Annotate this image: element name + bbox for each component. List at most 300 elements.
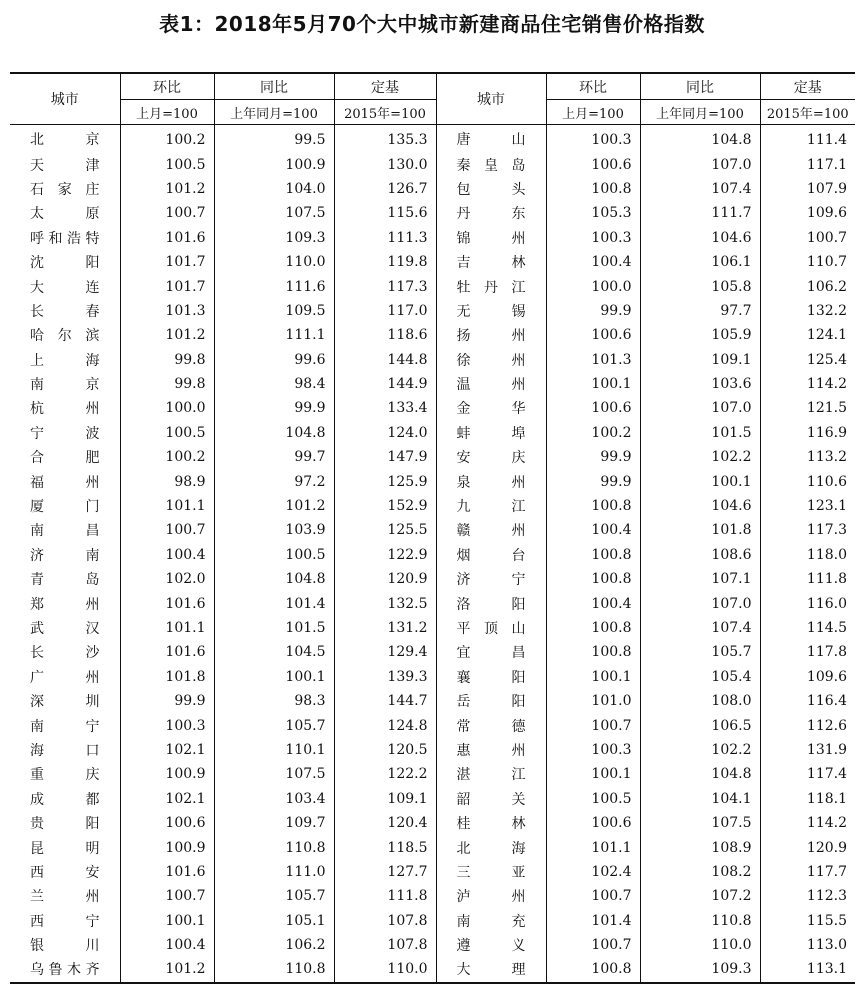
yoy-value-right: 104.1 [640,787,760,811]
city-name-right: 三亚 [436,860,546,884]
table-row [10,323,855,347]
base-value-right: 117.8 [760,640,855,664]
yoy-value-left: 99.9 [214,396,334,420]
mom-value-left: 102.1 [120,787,214,811]
mom-value-right: 100.6 [546,152,640,176]
yoy-value-right: 108.2 [640,860,760,884]
mom-value-left: 100.9 [120,835,214,859]
city-name-right: 丹东 [436,201,546,225]
city-name-left: 北京 [30,131,100,148]
yoy-value-right: 107.4 [640,177,760,201]
city-name-right: 秦皇岛 [436,152,546,176]
city-name-left: 贵阳 [30,816,100,833]
city-name-right: 平顶山 [436,616,546,640]
mom-value-left: 101.2 [120,957,214,982]
mom-value-right: 100.1 [546,665,640,689]
base-value-right: 115.5 [760,909,855,933]
yoy-value-right: 111.7 [640,201,760,225]
table-row [10,372,855,396]
base-value-left: 111.3 [334,226,436,250]
mom-value-right: 99.9 [546,469,640,493]
page-title: 表1：2018年5月70个大中城市新建商品住宅销售价格指数 [159,12,705,36]
table-row [10,713,855,737]
base-value-left: 139.3 [334,665,436,689]
mom-value-right: 100.8 [546,616,640,640]
mom-value-left: 100.2 [120,445,214,469]
base-value-right: 113.0 [760,933,855,957]
base-value-left: 144.9 [334,372,436,396]
base-value-right: 117.1 [760,152,855,176]
header-base-left: 定基 [334,73,436,100]
city-name-right: 温州 [436,372,546,396]
city-name-right: 九江 [436,494,546,518]
mom-value-right: 102.4 [546,860,640,884]
table-row [10,738,855,762]
yoy-value-left: 107.5 [214,762,334,786]
city-name-right: 吉林 [436,250,546,274]
table-row [10,591,855,615]
base-value-right: 123.1 [760,494,855,518]
city-name-right: 惠州 [436,738,546,762]
mom-value-right: 100.1 [546,762,640,786]
base-value-right: 114.2 [760,372,855,396]
table-row [10,250,855,274]
table-row [10,469,855,493]
table-row [10,226,855,250]
city-name-right: 包头 [436,177,546,201]
table-row [10,787,855,811]
city-name-right: 徐州 [436,348,546,372]
table-row [10,884,855,908]
yoy-value-right: 108.9 [640,835,760,859]
base-value-left: 111.8 [334,884,436,908]
yoy-value-right: 104.6 [640,494,760,518]
mom-value-left: 100.4 [120,543,214,567]
mom-value-left: 102.0 [120,567,214,591]
mom-value-right: 100.6 [546,396,640,420]
city-name-left: 郑州 [30,596,100,613]
base-value-right: 116.0 [760,591,855,615]
city-name-left: 合肥 [30,450,100,467]
yoy-value-right: 110.0 [640,933,760,957]
mom-value-left: 101.3 [120,299,214,323]
base-value-left: 115.6 [334,201,436,225]
base-value-left: 126.7 [334,177,436,201]
mom-value-right: 100.1 [546,372,640,396]
mom-value-right: 100.8 [546,957,640,982]
yoy-value-left: 103.4 [214,787,334,811]
table-row [10,152,855,176]
mom-value-left: 101.2 [120,323,214,347]
header-base-right: 定基 [760,73,855,100]
base-value-right: 106.2 [760,274,855,298]
yoy-value-right: 107.0 [640,152,760,176]
mom-value-right: 100.8 [546,543,640,567]
base-value-left: 131.2 [334,616,436,640]
city-name-right: 韶关 [436,787,546,811]
base-value-left: 117.0 [334,299,436,323]
yoy-value-right: 108.6 [640,543,760,567]
yoy-value-left: 110.8 [214,835,334,859]
mom-value-right: 100.7 [546,884,640,908]
yoy-value-right: 107.1 [640,567,760,591]
mom-value-left: 101.6 [120,591,214,615]
base-value-left: 132.5 [334,591,436,615]
table-row [10,860,855,884]
subheader-mom-left: 上月=100 [120,100,214,125]
yoy-value-left: 99.5 [214,125,334,153]
mom-value-right: 100.4 [546,518,640,542]
mom-value-right: 100.2 [546,421,640,445]
mom-value-left: 100.7 [120,201,214,225]
mom-value-left: 100.0 [120,396,214,420]
city-name-right: 锦州 [436,226,546,250]
header-city-left: 城市 [10,73,120,125]
yoy-value-right: 105.4 [640,665,760,689]
base-value-left: 107.8 [334,933,436,957]
base-value-right: 109.6 [760,665,855,689]
base-value-right: 116.9 [760,421,855,445]
mom-value-right: 101.1 [546,835,640,859]
yoy-value-right: 110.8 [640,909,760,933]
city-name-left: 石家庄 [30,181,100,198]
base-value-left: 133.4 [334,396,436,420]
yoy-value-left: 105.7 [214,713,334,737]
city-name-left: 长春 [30,303,100,320]
base-value-right: 110.7 [760,250,855,274]
yoy-value-left: 101.4 [214,591,334,615]
mom-value-left: 101.8 [120,665,214,689]
mom-value-left: 99.8 [120,372,214,396]
base-value-right: 107.9 [760,177,855,201]
city-name-right: 湛江 [436,762,546,786]
yoy-value-left: 100.1 [214,665,334,689]
city-name-left: 厦门 [30,499,100,516]
base-value-right: 117.7 [760,860,855,884]
city-name-left: 呼和浩特 [30,230,100,247]
yoy-value-left: 99.6 [214,348,334,372]
base-value-right: 120.9 [760,835,855,859]
base-value-right: 110.6 [760,469,855,493]
city-name-right: 无锡 [436,299,546,323]
base-value-left: 118.6 [334,323,436,347]
yoy-value-left: 99.7 [214,445,334,469]
city-name-right: 泉州 [436,469,546,493]
base-value-left: 125.5 [334,518,436,542]
base-value-left: 120.4 [334,811,436,835]
yoy-value-right: 101.5 [640,421,760,445]
mom-value-left: 100.5 [120,421,214,445]
city-name-left: 太原 [30,206,100,223]
yoy-value-left: 98.4 [214,372,334,396]
mom-value-right: 100.3 [546,738,640,762]
base-value-left: 130.0 [334,152,436,176]
city-name-left: 沈阳 [30,255,100,272]
yoy-value-left: 100.9 [214,152,334,176]
mom-value-left: 101.6 [120,860,214,884]
yoy-value-right: 106.1 [640,250,760,274]
city-name-left: 武汉 [30,621,100,637]
yoy-value-left: 101.2 [214,494,334,518]
yoy-value-left: 101.5 [214,616,334,640]
base-value-left: 122.9 [334,543,436,567]
yoy-value-left: 110.8 [214,957,334,982]
table-row [10,567,855,591]
yoy-value-left: 109.5 [214,299,334,323]
mom-value-left: 100.3 [120,713,214,737]
yoy-value-left: 111.0 [214,860,334,884]
city-name-left: 西宁 [30,913,100,930]
yoy-value-left: 110.0 [214,250,334,274]
city-name-left: 南昌 [30,523,100,540]
table-row [10,421,855,445]
yoy-value-right: 104.8 [640,125,760,153]
table-row [10,933,855,957]
price-index-table [10,72,855,984]
base-value-left: 127.7 [334,860,436,884]
city-name-left: 杭州 [30,401,100,418]
mom-value-right: 100.6 [546,811,640,835]
table-body [10,125,855,983]
city-name-right: 北海 [436,835,546,859]
city-name-right: 岳阳 [436,689,546,713]
yoy-value-right: 108.0 [640,689,760,713]
subheader-base-right: 2015年=100 [760,100,855,125]
base-value-right: 100.7 [760,226,855,250]
base-value-left: 124.0 [334,421,436,445]
base-value-right: 132.2 [760,299,855,323]
table-row [10,299,855,323]
base-value-left: 135.3 [334,125,436,153]
city-name-right: 宜昌 [436,640,546,664]
mom-value-left: 101.7 [120,274,214,298]
mom-value-left: 101.6 [120,640,214,664]
table-row [10,665,855,689]
yoy-value-left: 100.5 [214,543,334,567]
header-yoy-left: 同比 [214,73,334,100]
yoy-value-right: 105.9 [640,323,760,347]
city-name-right: 蚌埠 [436,421,546,445]
yoy-value-left: 105.7 [214,884,334,908]
base-value-right: 117.3 [760,518,855,542]
city-name-left: 天津 [30,157,100,174]
city-name-right: 桂林 [436,811,546,835]
base-value-right: 125.4 [760,348,855,372]
city-name-left: 银川 [30,938,100,955]
mom-value-left: 100.7 [120,884,214,908]
yoy-value-right: 109.3 [640,957,760,982]
mom-value-right: 100.8 [546,177,640,201]
mom-value-right: 100.8 [546,567,640,591]
yoy-value-left: 98.3 [214,689,334,713]
yoy-value-left: 105.1 [214,909,334,933]
yoy-value-left: 104.0 [214,177,334,201]
mom-value-right: 100.7 [546,933,640,957]
city-name-right: 赣州 [436,518,546,542]
city-name-left: 大连 [30,279,100,296]
base-value-left: 122.2 [334,762,436,786]
base-value-right: 113.2 [760,445,855,469]
table-row [10,835,855,859]
mom-value-left: 99.8 [120,348,214,372]
subheader-base-left: 2015年=100 [334,100,436,125]
table-row [10,518,855,542]
mom-value-left: 100.9 [120,762,214,786]
base-value-right: 118.0 [760,543,855,567]
city-name-left: 兰州 [30,889,100,906]
yoy-value-left: 104.8 [214,421,334,445]
base-value-right: 117.4 [760,762,855,786]
city-name-right: 扬州 [436,323,546,347]
mom-value-right: 101.3 [546,348,640,372]
yoy-value-right: 103.6 [640,372,760,396]
yoy-value-right: 107.0 [640,396,760,420]
mom-value-right: 100.3 [546,226,640,250]
subheader-yoy-right: 上年同月=100 [640,100,760,125]
city-name-left: 青岛 [30,572,100,589]
yoy-value-right: 101.8 [640,518,760,542]
yoy-value-right: 100.1 [640,469,760,493]
yoy-value-right: 104.6 [640,226,760,250]
yoy-value-left: 109.3 [214,226,334,250]
yoy-value-right: 102.2 [640,445,760,469]
yoy-value-left: 109.7 [214,811,334,835]
base-value-left: 110.0 [334,957,436,982]
city-name-right: 烟台 [436,543,546,567]
city-name-left: 乌鲁木齐 [30,962,100,979]
city-name-right: 常德 [436,713,546,737]
yoy-value-left: 106.2 [214,933,334,957]
table-row [10,616,855,640]
mom-value-left: 98.9 [120,469,214,493]
mom-value-left: 101.6 [120,226,214,250]
city-name-left: 宁波 [30,425,100,442]
mom-value-left: 101.2 [120,177,214,201]
city-name-left: 上海 [30,352,100,369]
header-mom-right: 环比 [546,73,640,100]
city-name-right: 洛阳 [436,591,546,615]
table-row [10,274,855,298]
mom-value-right: 101.4 [546,909,640,933]
yoy-value-right: 97.7 [640,299,760,323]
base-value-right: 124.1 [760,323,855,347]
mom-value-left: 102.1 [120,738,214,762]
mom-value-left: 101.7 [120,250,214,274]
mom-value-right: 105.3 [546,201,640,225]
base-value-left: 129.4 [334,640,436,664]
city-name-right: 南充 [436,909,546,933]
yoy-value-left: 103.9 [214,518,334,542]
table-header [10,73,855,125]
base-value-right: 131.9 [760,738,855,762]
base-value-right: 114.5 [760,616,855,640]
yoy-value-left: 97.2 [214,469,334,493]
mom-value-left: 100.6 [120,811,214,835]
table-row [10,201,855,225]
base-value-left: 124.8 [334,713,436,737]
mom-value-right: 100.5 [546,787,640,811]
mom-value-right: 100.8 [546,494,640,518]
mom-value-right: 100.8 [546,640,640,664]
header-city-right: 城市 [436,73,546,125]
city-name-left: 南宁 [30,718,100,735]
base-value-left: 118.5 [334,835,436,859]
table-row [10,640,855,664]
table-row [10,348,855,372]
base-value-right: 112.3 [760,884,855,908]
table-row [10,396,855,420]
base-value-right: 113.1 [760,957,855,982]
table-row [10,125,855,153]
city-name-right: 牡丹江 [436,274,546,298]
mom-value-right: 99.9 [546,445,640,469]
table-row [10,543,855,567]
table-row [10,762,855,786]
yoy-value-right: 105.7 [640,640,760,664]
table-row [10,957,855,982]
yoy-value-left: 111.1 [214,323,334,347]
city-name-left: 成都 [30,791,100,808]
table-row [10,909,855,933]
mom-value-left: 100.2 [120,125,214,153]
yoy-value-left: 111.6 [214,274,334,298]
mom-value-left: 99.9 [120,689,214,713]
mom-value-left: 100.5 [120,152,214,176]
base-value-left: 109.1 [334,787,436,811]
header-mom-left: 环比 [120,73,214,100]
table-row [10,445,855,469]
city-name-right: 襄阳 [436,665,546,689]
city-name-right: 遵义 [436,933,546,957]
city-name-right: 安庆 [436,445,546,469]
yoy-value-left: 104.5 [214,640,334,664]
yoy-value-right: 104.8 [640,762,760,786]
city-name-left: 济南 [30,547,100,564]
city-name-right: 唐山 [436,125,546,153]
base-value-left: 144.7 [334,689,436,713]
mom-value-left: 100.1 [120,909,214,933]
mom-value-right: 100.6 [546,323,640,347]
base-value-right: 118.1 [760,787,855,811]
city-name-left: 深圳 [30,694,100,711]
base-value-left: 117.3 [334,274,436,298]
city-name-right: 济宁 [436,567,546,591]
yoy-value-left: 104.8 [214,567,334,591]
base-value-right: 114.2 [760,811,855,835]
mom-value-right: 100.4 [546,250,640,274]
city-name-left: 昆明 [30,840,100,857]
base-value-left: 147.9 [334,445,436,469]
mom-value-right: 100.7 [546,713,640,737]
base-value-right: 111.4 [760,125,855,153]
yoy-value-right: 107.5 [640,811,760,835]
table-row [10,177,855,201]
city-name-left: 哈尔滨 [30,328,100,345]
base-value-left: 120.5 [334,738,436,762]
base-value-left: 144.8 [334,348,436,372]
base-value-right: 116.4 [760,689,855,713]
base-value-right: 121.5 [760,396,855,420]
city-name-left: 广州 [30,669,100,686]
base-value-left: 120.9 [334,567,436,591]
mom-value-left: 100.4 [120,933,214,957]
table-row [10,811,855,835]
city-name-right: 泸州 [436,884,546,908]
mom-value-right: 99.9 [546,299,640,323]
subheader-mom-right: 上月=100 [546,100,640,125]
header-yoy-right: 同比 [640,73,760,100]
mom-value-left: 101.1 [120,616,214,640]
